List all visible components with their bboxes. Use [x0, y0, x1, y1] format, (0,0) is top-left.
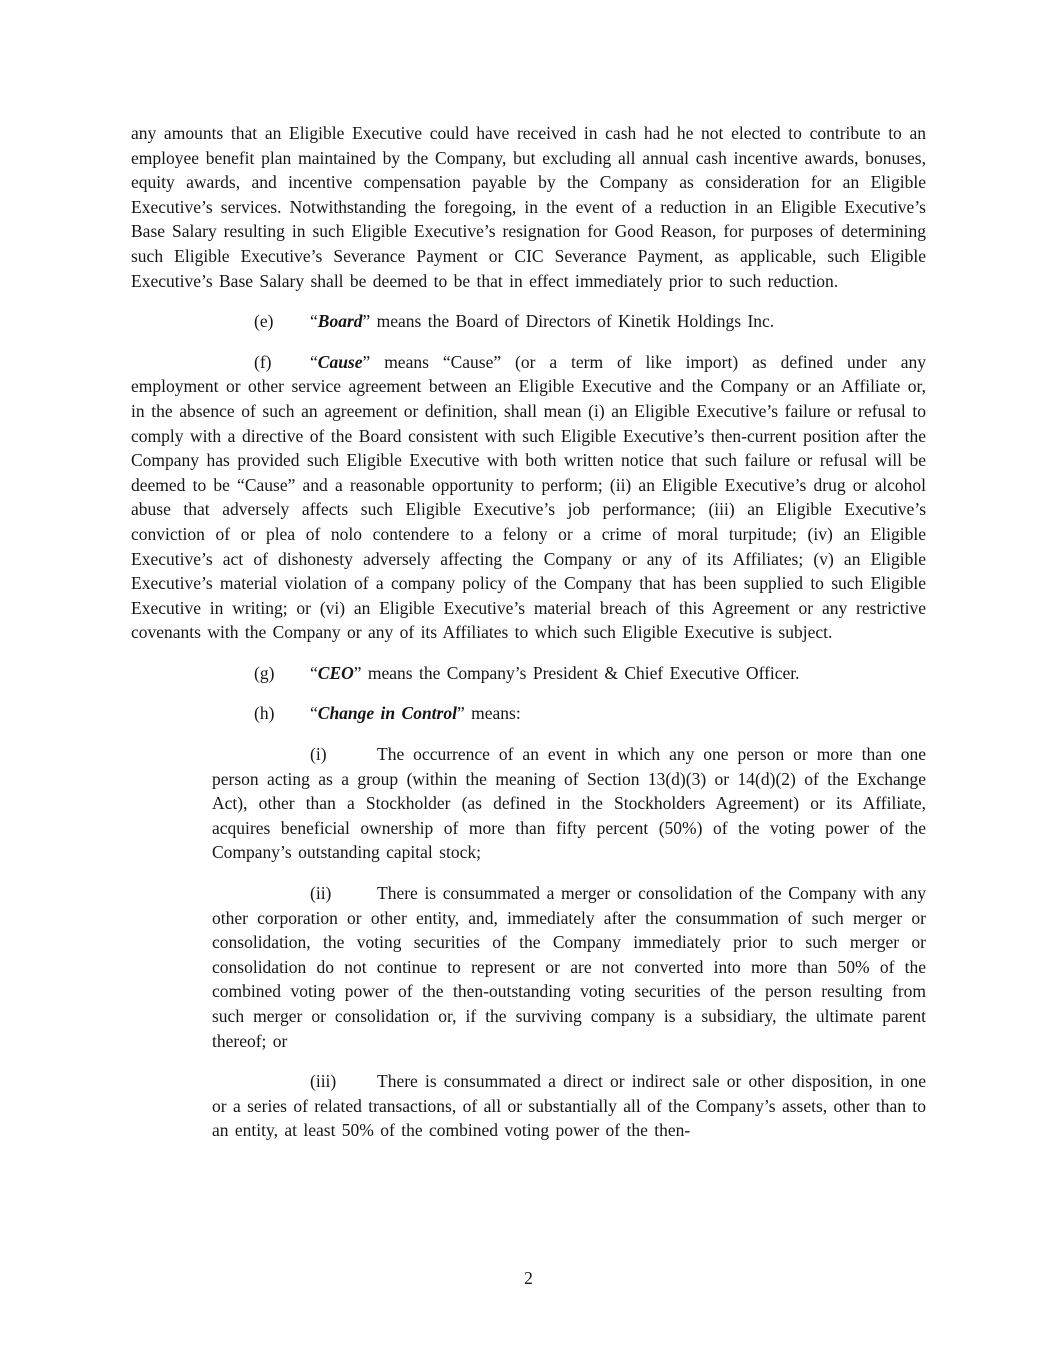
- definition-board-open-quote: “: [310, 311, 318, 332]
- definition-change-in-control: [131, 701, 926, 726]
- definition-board: [131, 309, 926, 334]
- definition-board-marker: (e): [254, 311, 274, 332]
- subclause-ii-marker: (ii): [310, 883, 332, 904]
- subclause-i: [131, 742, 926, 865]
- defined-term-ceo: CEO: [317, 662, 354, 683]
- page-number: 2: [524, 1268, 533, 1288]
- subclause-iii-marker: (iii): [310, 1071, 337, 1092]
- subclause-ii-text: There is consummated a merger or consolidation of the Company with any other corporation or other entity, and, immediately after the consummation of such merger or consolidation, the voting securities of the Company immediately prior to such merger or consolidation do not continue to represent or are not converted into more than 50% of the combined voting power of the then-outstanding voting securities of the person resulting from such merger or consolidation or, if the surviving company is a subsidiary, the ultimate parent thereof; or: [212, 883, 926, 1051]
- definition-change-in-control-marker: (h): [254, 703, 275, 724]
- subclause-i-marker: (i): [310, 744, 327, 765]
- defined-term-board: Board: [317, 311, 363, 332]
- subclause-ii: [131, 881, 926, 1053]
- defined-term-cause: Cause: [317, 351, 363, 372]
- definition-cause: [131, 350, 926, 645]
- definition-ceo-text: ” means the Company’s President & Chief Executive Officer.: [353, 662, 800, 683]
- page-content: [131, 121, 926, 1159]
- definition-cause-open-quote: “: [310, 351, 318, 372]
- defined-term-change-in-control: Change in Control: [317, 703, 457, 724]
- subclause-iii: [131, 1069, 926, 1143]
- subclause-iii-text: There is consummated a direct or indirect sale or other disposition, in one or a series of related transactions, of all or substantially all of the Company’s assets, other than to an entity, at least 50% of the combined voting power of the then-: [212, 1071, 926, 1141]
- definition-change-in-control-open-quote: “: [310, 703, 318, 724]
- definition-cause-marker: (f): [254, 351, 272, 372]
- paragraph-continuation: any amounts that an Eligible Executive could have received in cash had he not elected to contribute to an employee benefit plan maintained by the Company, but excluding all annual cash incentive awards, bonuses, equity awards, and incentive compensation payable by the Company as consideration for an Eligible Executive’s services. Notwithstanding the foregoing, in the event of a reduction in an Eligible Executive’s Base Salary resulting in such Eligible Executive’s resignation for Good Reason, for purposes of determining such Eligible Executive’s Severance Payment or CIC Severance Payment, as applicable, such Eligible Executive’s Base Salary shall be deemed to be that in effect immediately prior to such reduction.: [131, 123, 926, 291]
- definition-cause-text: ” means “Cause” (or a term of like import) as defined under any employment or other service agreement between an Eligible Executive and the Company or an Affiliate or, in the absence of such an agreement or definition, shall mean (i) an Eligible Executive’s failure or refusal to comply with a directive of the Board consistent with such Eligible Executive’s then-current position after the Company has provided such Eligible Executive with both written notice that such failure or refusal will be deemed to be “Cause” and a reasonable opportunity to perform; (ii) an Eligible Executive’s drug or alcohol abuse that adversely affects such Eligible Executive’s job performance; (iii) an Eligible Executive’s conviction of or plea of nolo contendere to a felony or a crime of moral turpitude; (iv) an Eligible Executive’s act of dishonesty adversely affecting the Company or any of its Affiliates; (v) an Eligible Executive’s material violation of a company policy of the Company that has been supplied to such Eligible Executive in writing; or (vi) an Eligible Executive’s material breach of this Agreement or any restrictive covenants with the Company or any of its Affiliates to which such Eligible Executive is subject.: [131, 351, 926, 643]
- definition-board-text: ” means the Board of Directors of Kinetik Holdings Inc.: [362, 311, 775, 332]
- definition-ceo-open-quote: “: [310, 662, 318, 683]
- definition-ceo: [131, 661, 926, 686]
- subclause-i-text: The occurrence of an event in which any one person or more than one person acting as a group (within the meaning of Section 13(d)(3) or 14(d)(2) of the Exchange Act), other than a Stockholder (as defined in the Stockholders Agreement) or its Affiliate, acquires beneficial ownership of more than fifty percent (50%) of the voting power of the Company’s outstanding capital stock;: [212, 744, 926, 863]
- definition-ceo-marker: (g): [254, 662, 275, 683]
- definition-change-in-control-text: ” means:: [456, 703, 521, 724]
